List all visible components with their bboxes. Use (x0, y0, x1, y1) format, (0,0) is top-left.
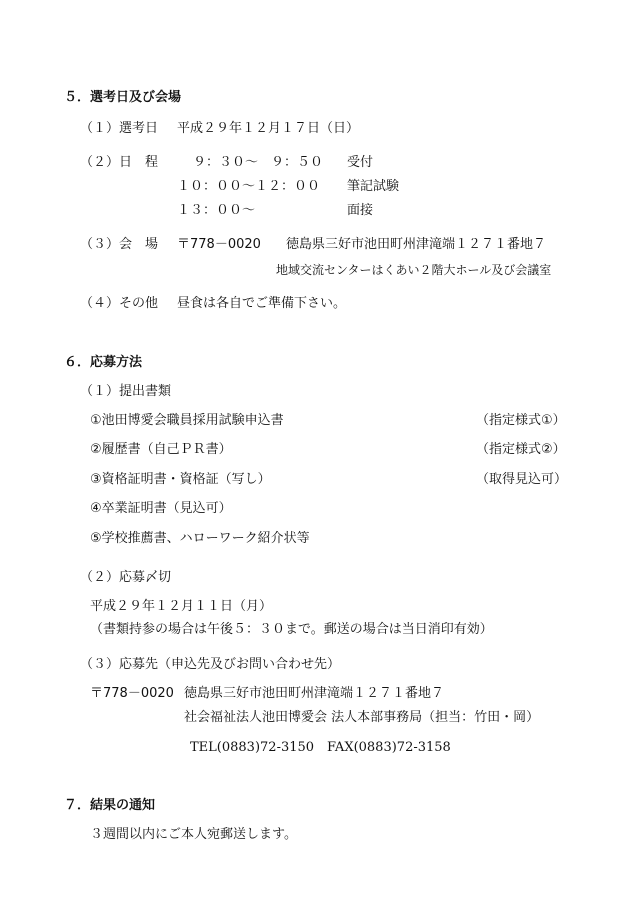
schedule-item-3: 面接 (347, 203, 374, 218)
schedule-label: （２）日 程 (80, 155, 159, 170)
venue-label: （３）会 場 (80, 237, 159, 252)
destination-office: 社会福祉法人池田博愛会 法人本部事務局（担当：竹田・岡） (184, 710, 540, 725)
exam-date-label: （１）選考日 (80, 121, 159, 136)
schedule-time-2: １０：００～１２：００ (177, 179, 321, 194)
other-text: 昼食は各自でご準備下さい。 (177, 296, 347, 311)
venue-address: 徳島県三好市池田町州津滝端１２７１番地７ (286, 237, 547, 252)
section-7-heading: ７．結果の通知 (64, 798, 156, 813)
venue-postal: 〒778－0020 (177, 237, 261, 252)
document-item-1: ①池田博愛会職員採用試験申込書 (90, 413, 284, 428)
deadline-label: （２）応募〆切 (80, 570, 172, 585)
venue-building: 地域交流センターはくあい２階大ホール及び会議室 (276, 263, 552, 277)
deadline-date: 平成２９年１２月１１日（月） (90, 599, 273, 614)
destination-address: 徳島県三好市池田町州津滝端１２７１番地７ (184, 686, 445, 701)
schedule-time-1: ９：３０～ ９：５０ (193, 155, 324, 170)
section-6-heading: ６．応募方法 (64, 355, 143, 370)
document-item-4: ④卒業証明書（見込可） (90, 501, 232, 516)
other-label: （４）その他 (80, 296, 159, 311)
result-notice-text: ３週間以内にご本人宛郵送します。 (90, 827, 297, 842)
schedule-time-3: １３：００～ (177, 203, 256, 218)
document-item-5: ⑤学校推薦書、ハローワーク紹介状等 (90, 531, 310, 546)
schedule-item-2: 筆記試験 (347, 179, 400, 194)
document-note-1: （指定様式①） (476, 413, 566, 428)
exam-date-value: 平成２９年１２月１７日（日） (177, 121, 360, 136)
schedule-item-1: 受付 (347, 155, 374, 170)
section-5-heading: ５．選考日及び会場 (64, 90, 182, 105)
document-item-3: ③資格証明書・資格証（写し） (90, 472, 271, 487)
destination-contact: TEL(0883)72-3150 FAX(0883)72-3158 (190, 740, 451, 755)
documents-label: （１）提出書類 (80, 384, 172, 399)
document-note-2: （指定様式②） (476, 442, 566, 457)
destination-postal: 〒778－0020 (90, 686, 174, 701)
document-item-2: ②履歴書（自己ＰＲ書） (90, 442, 232, 457)
destination-label: （３）応募先（申込先及びお問い合わせ先） (80, 657, 341, 672)
deadline-note: （書類持参の場合は午後５：３０まで。郵送の場合は当日消印有効） (90, 622, 493, 637)
document-note-3: （取得見込可） (476, 472, 568, 487)
